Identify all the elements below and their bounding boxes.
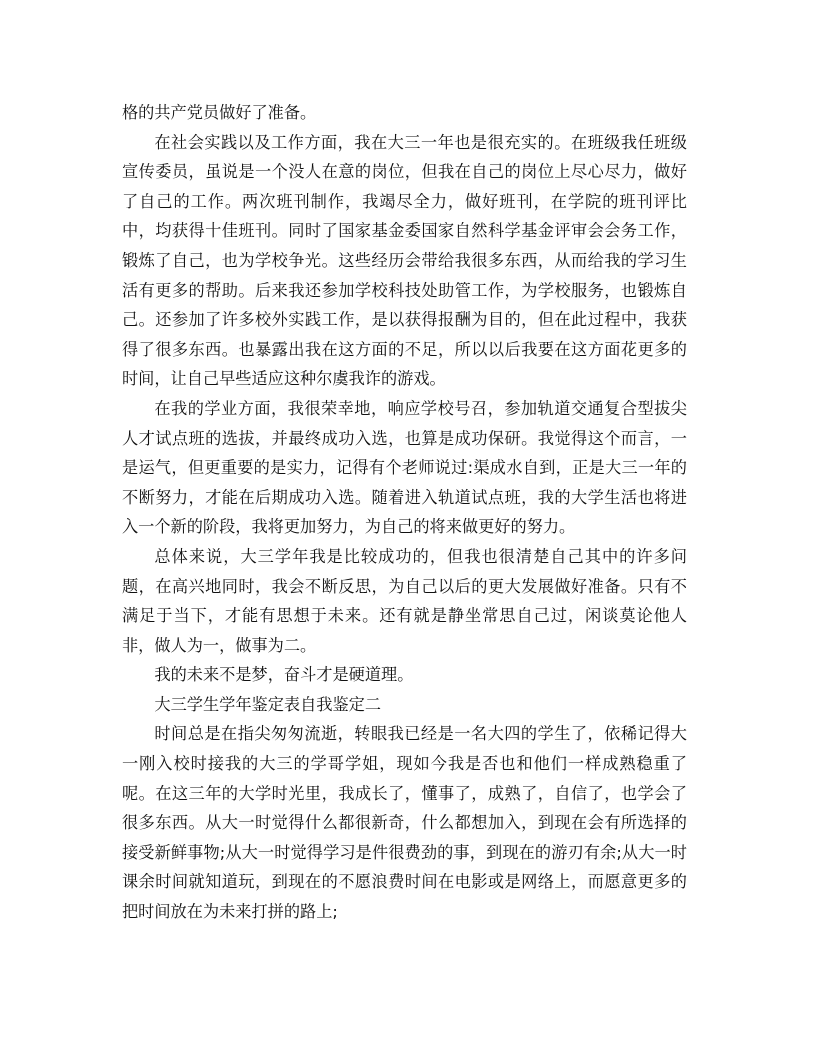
paragraph-social-practice: 在社会实践以及工作方面，我在大三一年也是很充实的。在班级我任班级宣传委员，虽说是一个没人在意的岗位，但我在自己的岗位上尽心尽力，做好了自己的工作。两次班刊制作，我竭尽全力，做好班刊，在学院的班刊评比中，均获得十佳班刊。同时了国家基金委国家自然科学基金评审会会务工作，锻炼了自己，也为学校争光。这些经历会带给我很多东西，从而给我的学习生活有更多的帮助。后来我还参加学校科技处助管工作，为学校服务，也锻炼自己。还参加了许多校外实践工作，是以获得报酬为目的，但在此过程中，我获得了很多东西。也暴露出我在这方面的不足，所以以后我要在这方面花更多的时间，让自己早些适应这种尔虞我诈的游戏。 [122, 132, 687, 389]
paragraph-motto: 我的未来不是梦，奋斗才是硬道理。 [154, 665, 414, 685]
paragraph-continuation: 格的共产党员做好了准备。 [122, 103, 317, 122]
paragraph-summary: 总体来说，大三学年我是比较成功的，但我也很清楚自己其中的许多问题，在高兴地同时，我会不断反思，为自己以后的更大发展做好准备。只有不满足于当下，才能有思想于未来。还有就是静坐常思自己过，闲谈莫论他人非，做人为一，做事为二。 [122, 546, 687, 655]
section-heading: 大三学生学年鉴定表自我鉴定二 [154, 694, 382, 714]
paragraph-academics: 在我的学业方面，我很荣幸地，响应学校号召，参加轨道交通复合型拔尖人才试点班的选拔，并最终成功入选，也算是成功保研。我觉得这个而言，一是运气，但更重要的是实力，记得有个老师说过:渠成水自到，正是大三一年的不断努力，才能在后期成功入选。随着进入轨道试点班，我的大学生活也将进入一个新的阶段，我将更加努力，为自己的将来做更好的努力。 [122, 398, 687, 537]
paragraph-time-passes: 时间总是在指尖匆匆流逝，转眼我已经是一名大四的学生了，依稀记得大一刚入校时接我的大三的学哥学姐，现如今我是否也和他们一样成熟稳重了呢。在这三年的大学时光里，我成长了，懂事了，成熟了，自信了，也学会了很多东西。从大一时觉得什么都很新奇，什么都想加入，到现在会有所选择的接受新鲜事物;从大一时觉得学习是件很费劲的事，到现在的游刃有余;从大一时课余时间就知道玩，到现在的不愿浪费时间在电影或是网络上，而愿意更多的把时间放在为未来打拼的路上; [122, 724, 687, 922]
document-body [122, 98, 687, 927]
